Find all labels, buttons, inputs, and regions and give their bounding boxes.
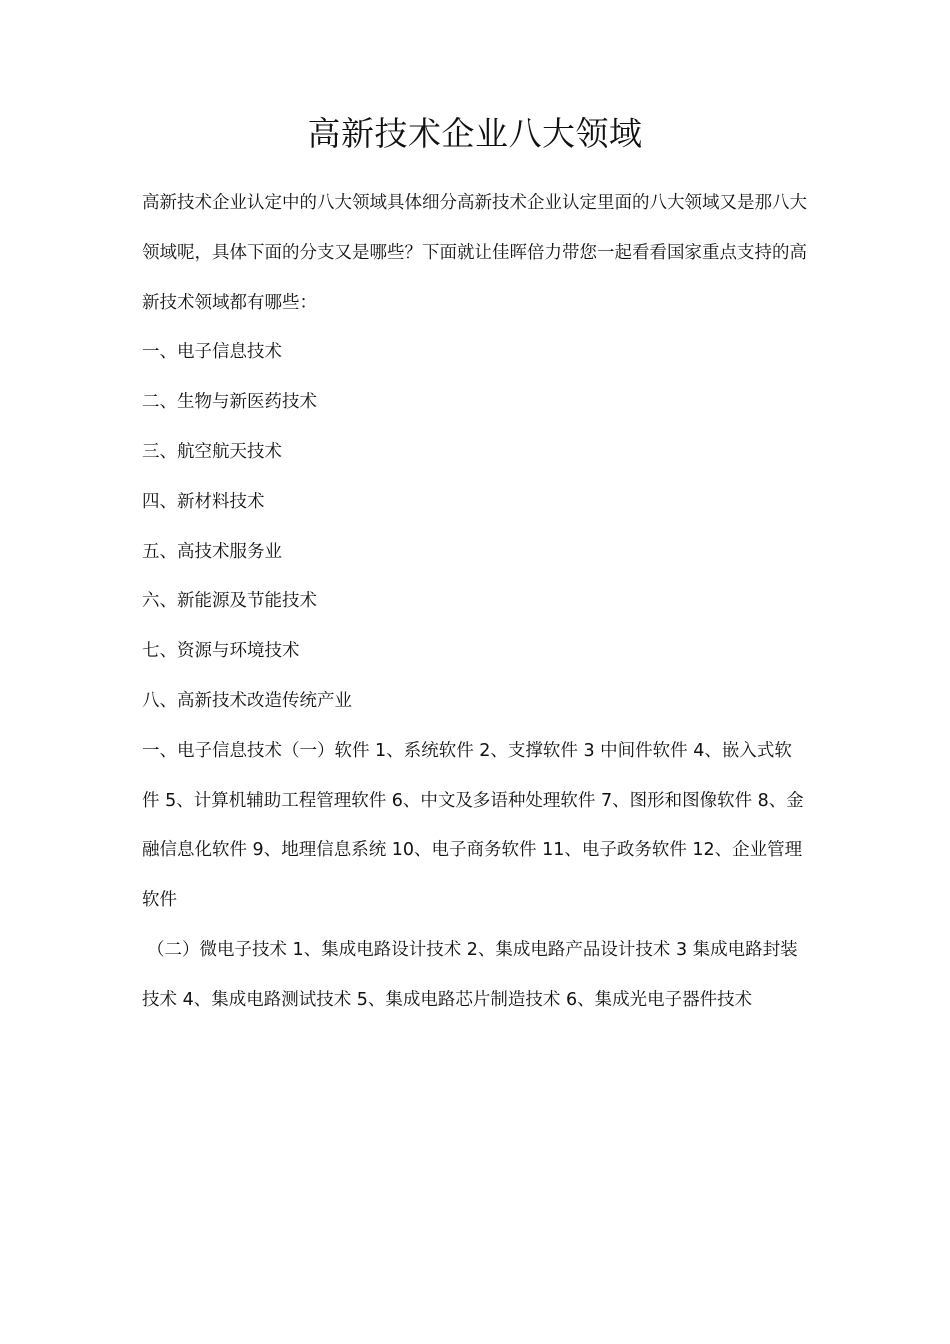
software-section-paragraph: 一、电子信息技术（一）软件 1、系统软件 2、支撑软件 3 中间件软件 4、嵌入式软件 5、计算机辅助工程管理软件 6、中文及多语种处理软件 7、图形和图像软件 8、金融信息化软件 9、地理信息系统 10、电子商务软件 11、电子政务软件 12、企业管理软件	[142, 740, 804, 911]
domain-item-6: 六、新能源及节能技术	[142, 591, 317, 612]
microelectronics-section-paragraph: （二）微电子技术 1、集成电路设计技术 2、集成电路产品设计技术 3 集成电路封装技术 4、集成电路测试技术 5、集成电路芯片制造技术 6、集成光电子器件技术	[142, 939, 798, 1010]
domain-item-7: 七、资源与环境技术	[142, 641, 300, 662]
domain-item-1: 一、电子信息技术	[142, 342, 282, 363]
domain-item-4: 四、新材料技术	[142, 491, 265, 512]
domain-item-8: 八、高新技术改造传统产业	[142, 690, 352, 711]
document-title: 高新技术企业八大领域	[307, 114, 643, 153]
domain-item-5: 五、高技术服务业	[142, 541, 282, 562]
domain-item-2: 二、生物与新医药技术	[142, 392, 317, 413]
domain-item-3: 三、航空航天技术	[142, 441, 282, 462]
intro-paragraph: 高新技术企业认定中的八大领域具体细分高新技术企业认定里面的八大领域又是那八大领域呢，具体下面的分支又是哪些？下面就让佳晖倍力带您一起看看国家重点支持的高新技术领域都有哪些：	[142, 193, 807, 313]
document-body	[142, 179, 807, 1026]
